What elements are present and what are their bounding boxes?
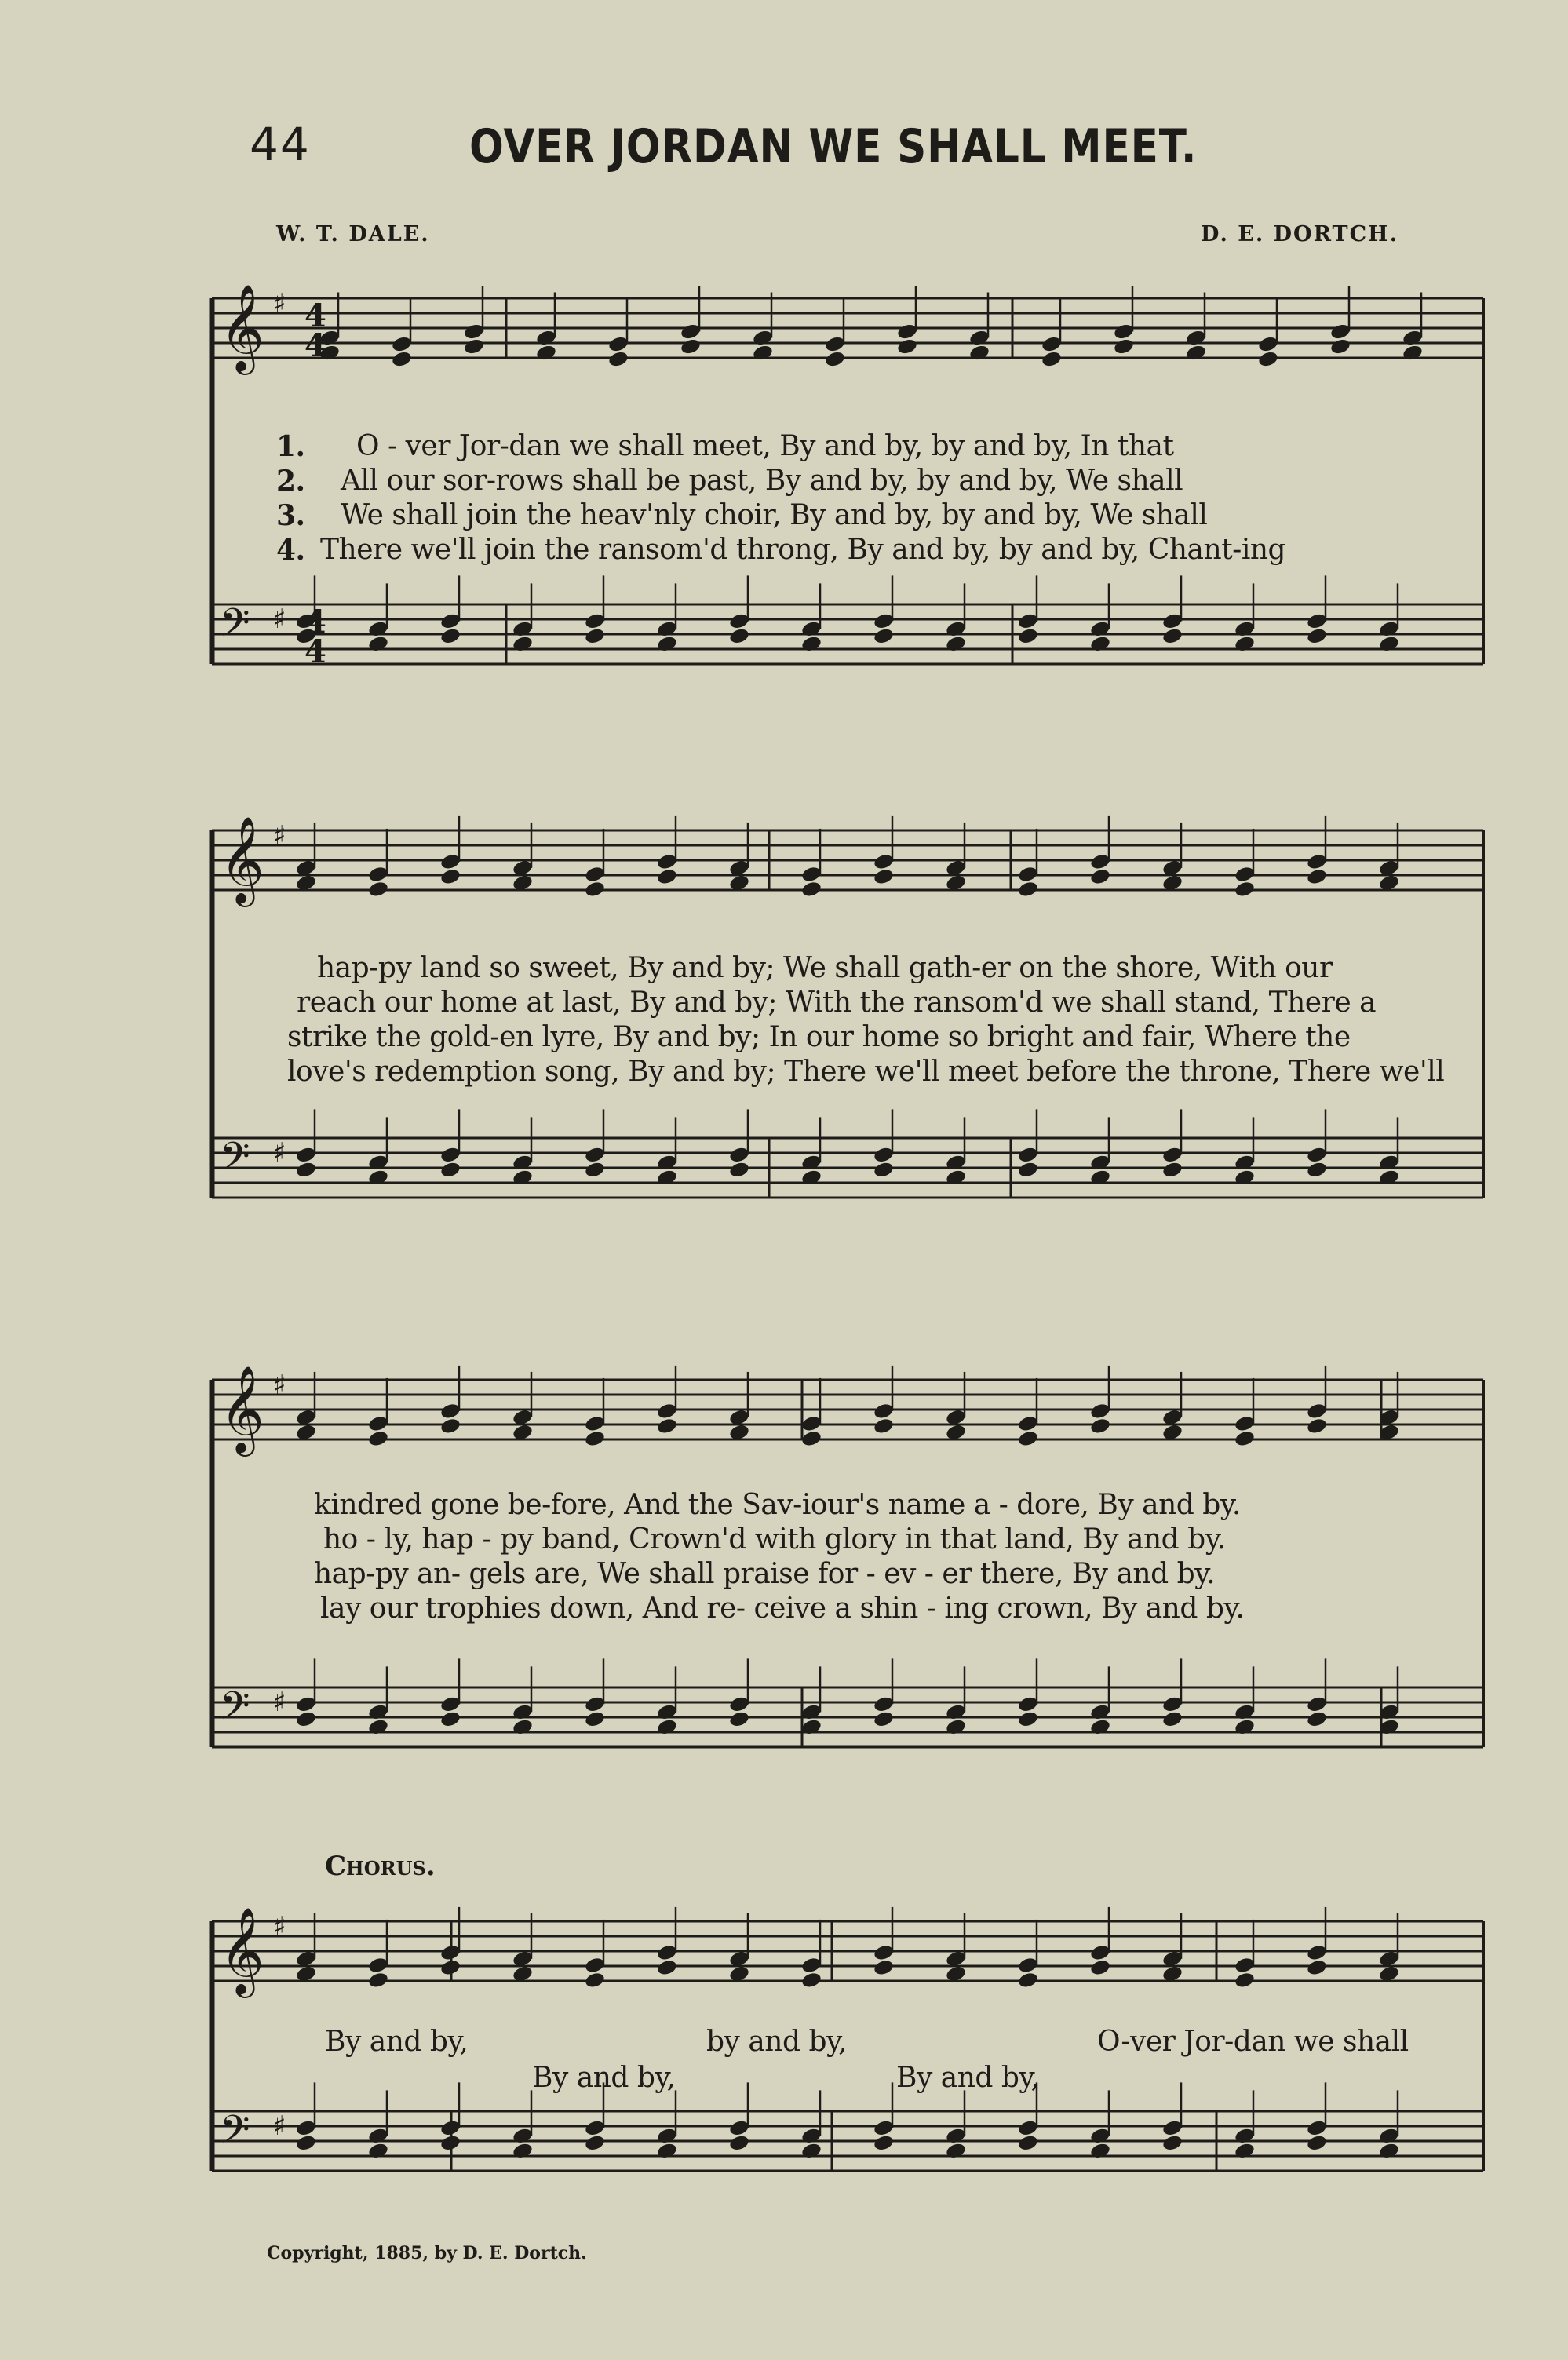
note-head <box>873 2134 895 2152</box>
note-head <box>728 627 750 645</box>
note-head <box>873 867 895 885</box>
hymn-title: OVER JORDAN WE SHALL MEET. <box>469 119 1198 174</box>
lyric-s3-verse3: hap-py an- gels are, We shall praise for - ev - er there, By and by. <box>314 1558 1216 1590</box>
note-head <box>1185 344 1207 362</box>
note-head <box>535 344 557 362</box>
note-head <box>728 2134 750 2152</box>
key-signature-sharp: ♯ <box>273 820 286 852</box>
verse-number-4: 4. <box>276 534 305 567</box>
note-head <box>1306 627 1328 645</box>
note-head <box>1113 337 1135 356</box>
note-head <box>1017 627 1039 645</box>
key-signature-sharp: ♯ <box>273 1911 286 1942</box>
note-head <box>439 2134 461 2152</box>
lyric-s1-verse3: We shall join the heav'nly choir, By and by, by and by, We shall <box>341 499 1208 531</box>
note-head <box>439 1161 461 1179</box>
key-signature-sharp: ♯ <box>273 288 286 319</box>
lyric-s2-verse4: love's redemption song, By and by; There we'll meet before the throne, There we'll <box>287 1056 1445 1088</box>
treble-clef: 𝄞 <box>220 815 264 903</box>
note-head <box>656 867 678 885</box>
note-head <box>1089 1958 1111 1976</box>
bass-clef: 𝄢 <box>220 1683 250 1738</box>
note-head <box>607 350 629 368</box>
note-head <box>1089 867 1111 885</box>
verse-number-2: 2. <box>276 465 305 498</box>
note-head <box>800 635 822 653</box>
key-signature-sharp: ♯ <box>273 1370 286 1401</box>
treble-clef: 𝄞 <box>220 283 264 371</box>
treble-clef: 𝄞 <box>220 1906 264 1994</box>
note-head <box>463 337 485 356</box>
chorus-lyric-1a: By and by, <box>325 2026 469 2058</box>
note-head <box>295 2134 317 2152</box>
note-head <box>1017 1710 1039 1728</box>
note-head <box>945 1718 967 1736</box>
note-head <box>800 1429 822 1447</box>
note-head <box>680 337 702 356</box>
note-head <box>1378 1169 1400 1187</box>
verse-number-3: 3. <box>276 499 305 532</box>
bass-clef: 𝄢 <box>220 1134 250 1189</box>
note-head <box>1089 2142 1111 2160</box>
note-head <box>295 1161 317 1179</box>
note-head <box>1378 635 1400 653</box>
note-head <box>439 1710 461 1728</box>
note-head <box>512 1169 534 1187</box>
note-head <box>656 1417 678 1435</box>
note-head <box>1234 2142 1256 2160</box>
note-head <box>656 1718 678 1736</box>
lyric-s2-verse2: reach our home at last, By and by; With the ransom'd we shall stand, There a <box>297 987 1377 1019</box>
note-head <box>1234 880 1256 898</box>
clef-symbols <box>220 283 326 2162</box>
note-head <box>367 1718 389 1736</box>
note-head <box>1234 635 1256 653</box>
note-head <box>367 880 389 898</box>
chorus-lyric-2a: By and by, <box>532 2062 676 2094</box>
note-head <box>367 635 389 653</box>
note-head <box>1306 1958 1328 1976</box>
note-head <box>728 1161 750 1179</box>
bass-clef: 𝄢 <box>220 2107 250 2162</box>
note-head <box>1017 1429 1039 1447</box>
note-head <box>367 1169 389 1187</box>
note-head <box>873 1161 895 1179</box>
page-number: 44 <box>250 118 311 171</box>
lyric-s2-verse3: strike the gold-en lyre, By and by; In our home so bright and fair, Where the <box>287 1021 1351 1053</box>
note-head <box>873 1958 895 1976</box>
note-head <box>439 1417 461 1435</box>
note-head <box>512 1718 534 1736</box>
note-head <box>800 1169 822 1187</box>
key-signature-sharp: ♯ <box>273 1137 286 1169</box>
time-signature: 4 <box>304 604 326 640</box>
note-head <box>1257 350 1279 368</box>
note-head <box>1234 1971 1256 1989</box>
lyric-s1-verse4: There we'll join the ransom'd throng, By and by, by and by, Chant-ing <box>320 534 1286 566</box>
note-head <box>873 1417 895 1435</box>
note-head <box>656 635 678 653</box>
time-signature: 4 <box>304 297 326 334</box>
lyric-s1-verse1: O - ver Jor-dan we shall meet, By and by, by and by, In that <box>356 430 1174 462</box>
note-head <box>1017 1161 1039 1179</box>
key-signature-sharp: ♯ <box>273 2110 286 2142</box>
note-head <box>367 1971 389 1989</box>
chorus-lyric-1b: by and by, <box>706 2026 848 2058</box>
key-signature-sharp: ♯ <box>273 604 286 635</box>
note-head <box>656 1169 678 1187</box>
note-head <box>800 2142 822 2160</box>
time-signature: 4 <box>304 327 326 364</box>
note-head <box>439 627 461 645</box>
lyric-s3-verse1: kindred gone be-fore, And the Sav-iour's name a - dore, By and by. <box>314 1489 1241 1521</box>
note-head <box>584 2134 606 2152</box>
note-head <box>512 635 534 653</box>
note-head <box>824 350 846 368</box>
note-head <box>1234 1718 1256 1736</box>
note-head <box>1306 2134 1328 2152</box>
note-head <box>584 1429 606 1447</box>
key-signature-sharp: ♯ <box>273 1687 286 1718</box>
staff-lines <box>212 298 1483 2171</box>
note-head <box>439 1958 461 1976</box>
note-head <box>1329 337 1351 356</box>
note-head <box>1306 1710 1328 1728</box>
note-head <box>1089 1417 1111 1435</box>
note-head <box>968 344 990 362</box>
note-head <box>1306 1417 1328 1435</box>
note-head <box>1017 1971 1039 1989</box>
note-head <box>1017 2134 1039 2152</box>
copyright-notice: Copyright, 1885, by D. E. Dortch. <box>267 2243 587 2263</box>
note-head <box>945 2142 967 2160</box>
note-head <box>584 627 606 645</box>
note-head <box>584 1710 606 1728</box>
note-head <box>752 344 774 362</box>
lyricist-credit: W. T. DALE. <box>276 222 430 246</box>
note-head <box>1161 627 1183 645</box>
note-head <box>1234 1169 1256 1187</box>
chorus-lyric-2b: By and by, <box>896 2062 1040 2094</box>
note-head <box>656 1958 678 1976</box>
note-head <box>1234 1429 1256 1447</box>
note-head <box>1306 1161 1328 1179</box>
bass-clef: 𝄢 <box>220 600 250 655</box>
chorus-lyric-1c: O-ver Jor-dan we shall <box>1097 2026 1409 2058</box>
note-head <box>1041 350 1063 368</box>
note-head <box>945 1169 967 1187</box>
lyric-s2-verse1: hap-py land so sweet, By and by; We shall gath-er on the shore, With our <box>317 952 1333 984</box>
note-head <box>1161 1161 1183 1179</box>
note-head <box>800 1971 822 1989</box>
note-head <box>800 1718 822 1736</box>
note-head <box>1017 880 1039 898</box>
note-head <box>295 1710 317 1728</box>
treble-clef: 𝄞 <box>220 1365 264 1453</box>
note-head <box>367 2142 389 2160</box>
note-head <box>873 627 895 645</box>
note-head <box>1378 2142 1400 2160</box>
note-head <box>1402 344 1424 362</box>
note-head <box>873 1710 895 1728</box>
note-head <box>584 880 606 898</box>
note-head <box>1089 635 1111 653</box>
note-head <box>584 1971 606 1989</box>
note-head <box>391 350 413 368</box>
time-signature: 4 <box>304 633 326 670</box>
note-head <box>512 2142 534 2160</box>
verse-number-1: 1. <box>276 430 305 463</box>
lyric-s1-verse2: All our sor-rows shall be past, By and by, by and by, We shall <box>341 465 1183 497</box>
note-head <box>1161 2134 1183 2152</box>
note-head <box>1089 1718 1111 1736</box>
note-head <box>439 867 461 885</box>
note-head <box>1306 867 1328 885</box>
chorus-label: Chorus. <box>325 1851 436 1882</box>
note-head <box>1161 1710 1183 1728</box>
lyric-s3-verse2: ho - ly, hap - py band, Crown'd with glory in that land, By and by. <box>323 1523 1226 1556</box>
note-head <box>367 1429 389 1447</box>
note-head <box>800 880 822 898</box>
note-head <box>656 2142 678 2160</box>
composer-credit: D. E. DORTCH. <box>1201 222 1399 246</box>
lyric-s3-verse4: lay our trophies down, And re- ceive a shin - ing crown, By and by. <box>320 1592 1245 1625</box>
note-head <box>1089 1169 1111 1187</box>
note-head <box>896 337 918 356</box>
note-head <box>728 1710 750 1728</box>
note-head <box>945 635 967 653</box>
note-heads <box>295 286 1424 2160</box>
note-head <box>584 1161 606 1179</box>
